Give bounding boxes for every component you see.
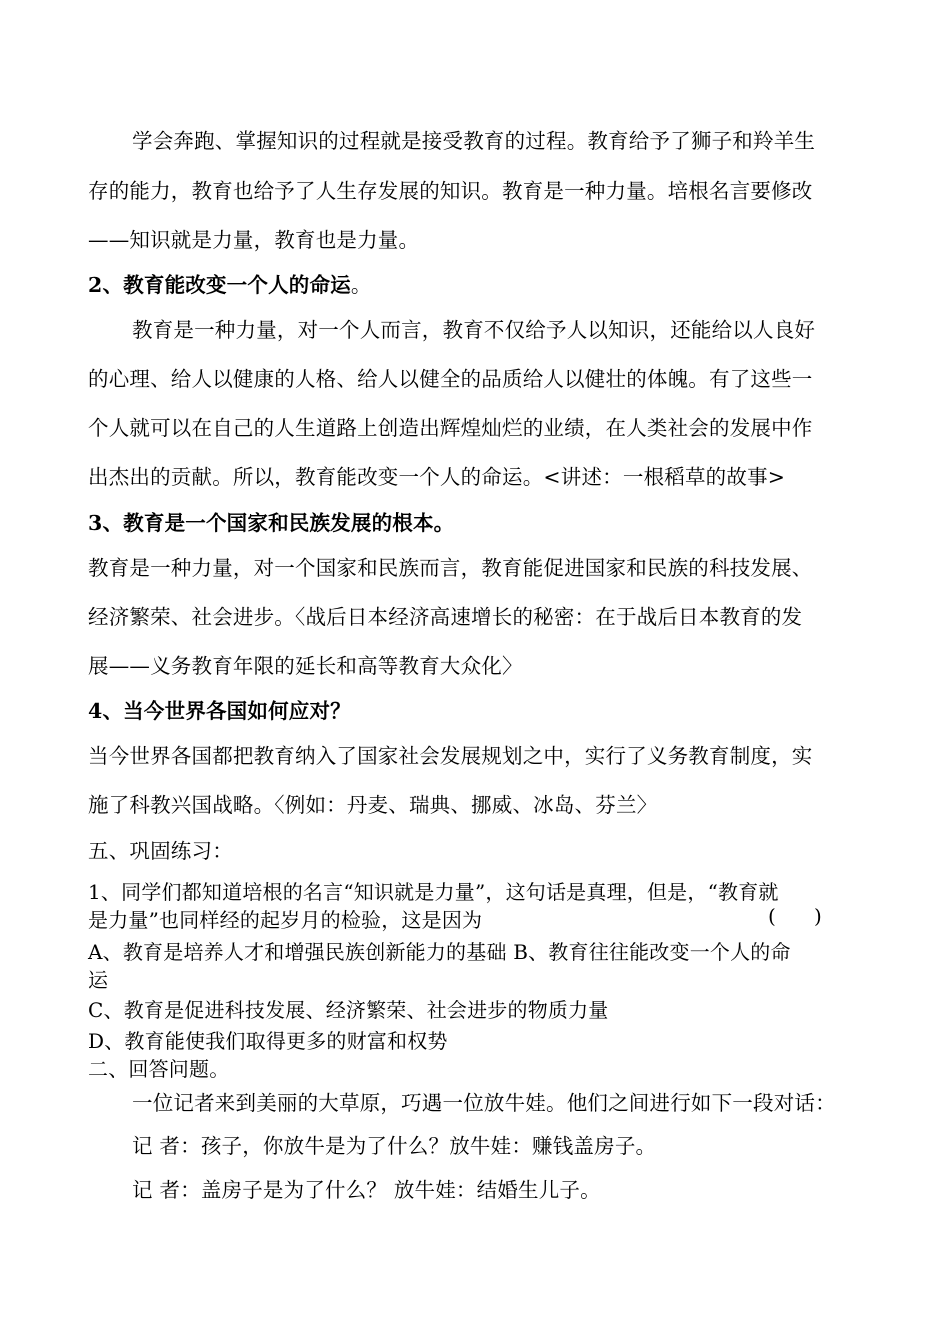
option-line: D、教育能使我们取得更多的财富和权势: [88, 1029, 448, 1053]
paragraph-line: 存的能力，教育也给予了人生存发展的知识。教育是一种力量。培根名言要修改: [88, 179, 813, 203]
paragraph-line: 教育是一种力量，对一个人而言，教育不仅给予人以知识，还能给以人良好: [132, 318, 816, 342]
paragraph-line: 出杰出的贡献。所以，教育能改变一个人的命运。<讲述：一根稻草的故事>: [88, 465, 786, 489]
option-line: C、教育是促进科技发展、经济繁荣、社会进步的物质力量: [88, 998, 609, 1022]
paragraph-line: 展——义务教育年限的延长和高等教育大众化〉: [88, 654, 523, 678]
paragraph-line: 学会奔跑、掌握知识的过程就是接受教育的过程。教育给予了狮子和羚羊生: [132, 129, 816, 153]
dialogue-line: 记 者：盖房子是为了什么？ 放牛娃：结婚生儿子。: [132, 1178, 601, 1202]
exercise-title: 五、巩固练习：: [88, 839, 233, 863]
answer-title: 二、回答问题。: [88, 1057, 230, 1081]
question-line: 1、同学们都知道培根的名言“知识就是力量”，这句话是真理，但是，“教育就: [88, 880, 779, 904]
answer-blank: ( ): [768, 904, 822, 928]
paragraph-line: 施了科教兴国战略。〈例如：丹麦、瑞典、挪威、冰岛、芬兰〉: [88, 793, 658, 817]
paragraph-line: 一位记者来到美丽的大草原，巧遇一位放牛娃。他们之间进行如下一段对话：: [132, 1091, 836, 1115]
section-heading: [88, 268, 372, 298]
paragraph-line: 当今世界各国都把教育纳入了国家社会发展规划之中，实行了义务教育制度，实: [88, 744, 813, 768]
paragraph-line: 教育是一种力量，对一个国家和民族而言，教育能促进国家和民族的科技发展、: [88, 556, 813, 580]
paragraph-line: 经济繁荣、社会进步。〈战后日本经济高速增长的秘密：在于战后日本教育的发: [88, 605, 803, 629]
section-heading: 3、教育是一个国家和民族发展的根本。: [88, 511, 455, 535]
heading-text: 2、教育能改变一个人的命运: [88, 273, 351, 297]
paragraph-line: ——知识就是力量，教育也是力量。: [88, 228, 420, 252]
dialogue-line: 记 者：孩子，你放牛是为了什么？放牛娃：赚钱盖房子。: [132, 1134, 657, 1158]
heading-punct: 。: [350, 273, 372, 297]
option-line: A、教育是培养人才和增强民族创新能力的基础 B、教育往往能改变一个人的命: [88, 940, 791, 964]
paragraph-line: 个人就可以在自己的人生道路上创造出辉煌灿烂的业绩，在人类社会的发展中作: [88, 416, 813, 440]
section-heading: 4、当今世界各国如何应对？: [88, 699, 351, 723]
question-line: 是力量”也同样经的起岁月的检验，这是因为: [88, 908, 483, 932]
option-line: 运: [88, 968, 109, 992]
paragraph-line: 的心理、给人以健康的人格、给人以健全的品质给人以健壮的体魄。有了这些一: [88, 367, 813, 391]
